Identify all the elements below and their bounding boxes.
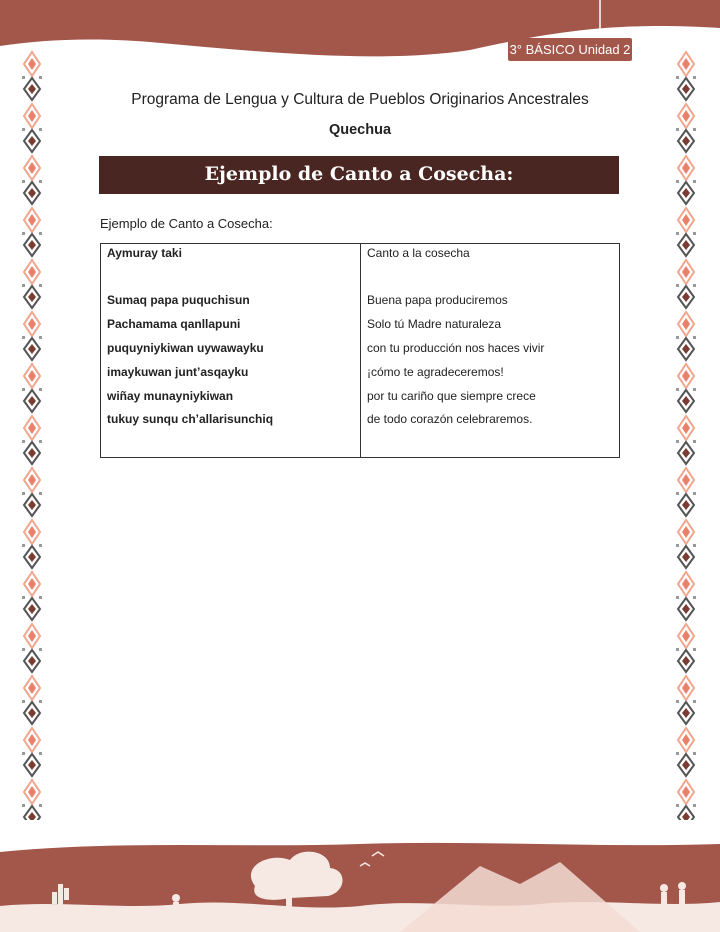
section-heading: Ejemplo de Canto a Cosecha: — [204, 163, 514, 185]
left-woven-border — [22, 50, 42, 820]
spanish-line: por tu cariño que siempre crece — [367, 389, 536, 403]
grade-badge: 3° BÁSICO Unidad 2 — [508, 38, 632, 61]
spanish-line: Buena papa produciremos — [367, 293, 508, 307]
spanish-title: Canto a la cosecha — [367, 246, 470, 260]
quechua-line: imaykuwan junt’asqayku — [107, 365, 249, 379]
poem-table — [100, 243, 620, 458]
intro-text: Ejemplo de Canto a Cosecha: — [100, 216, 273, 231]
spanish-line: de todo corazón celebraremos. — [367, 412, 533, 426]
quechua-line: Sumaq papa puquchisun — [107, 293, 250, 307]
quechua-title: Aymuray taki — [107, 246, 182, 260]
bottom-landscape-band — [0, 826, 720, 932]
spanish-line: Solo tú Madre naturaleza — [367, 317, 502, 331]
spanish-line: con tu producción nos haces vivir — [367, 341, 545, 355]
section-heading-bar — [99, 156, 619, 194]
quechua-line: Pachamama qanllapuni — [107, 317, 241, 331]
quechua-line: wiñay munayniykiwan — [107, 389, 234, 403]
language-label: Quechua — [328, 122, 392, 138]
quechua-line: puquyniykiwan uywawayku — [107, 341, 264, 355]
right-woven-border — [676, 50, 696, 820]
spanish-line: ¡cómo te agradeceremos! — [367, 365, 504, 379]
program-title: Programa de Lengua y Cultura de Pueblos Originarios Ancestrales — [131, 91, 589, 108]
quechua-line: tukuy sunqu ch’allarisunchiq — [107, 412, 274, 426]
column-divider — [360, 244, 361, 457]
